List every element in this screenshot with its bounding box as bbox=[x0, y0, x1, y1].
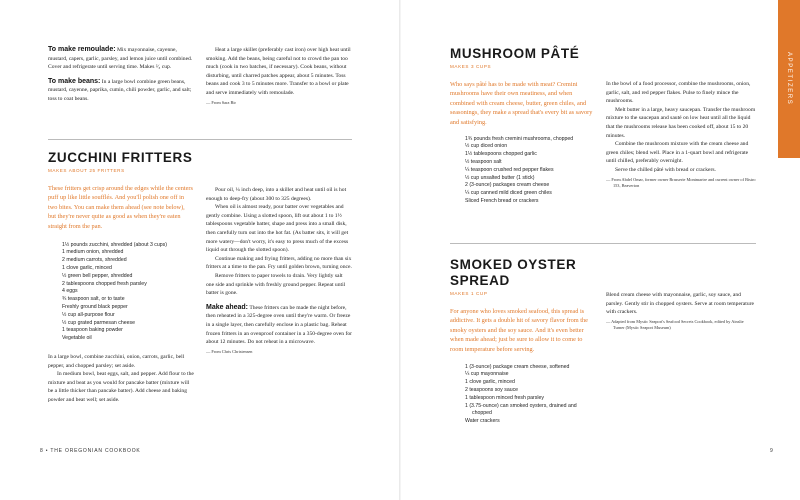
section-tab bbox=[778, 0, 800, 158]
zucchini-step: Continue making and frying fritters, adding no more than six fritters at a time to the pan. Fry until golden brown, turning once. bbox=[206, 255, 352, 271]
beans-runin: To make beans: bbox=[48, 77, 101, 85]
ingredient-item: Vegetable oil bbox=[62, 335, 92, 342]
pate-credit: — From Abdel Omar, former owner Brasserie Montmartre and current owner of Bistro 153, Beaverton bbox=[606, 176, 756, 188]
make-ahead-runin: Make ahead: bbox=[206, 303, 249, 311]
ingredient-item: ¼ cup canned mild diced green chiles bbox=[465, 190, 552, 197]
page-gutter bbox=[399, 0, 401, 500]
ingredient-item: 1 medium onion, shredded bbox=[62, 249, 124, 256]
remoulade-runin: To make remoulade: bbox=[48, 46, 116, 53]
ingredient-item: 1 (3.75-ounce) can smoked oysters, drained and chopped bbox=[465, 402, 577, 417]
pate-step: Combine the mushroom mixture with the cream cheese and green chiles; blend well. Place in a 1-quart bowl and refrigerate until chilled, preferably overnight. bbox=[606, 141, 749, 165]
oyster-title: SMOKED OYSTER SPREAD bbox=[450, 257, 577, 288]
ingredient-item: 1 tablespoon minced fresh parsley bbox=[465, 394, 545, 401]
zucchini-yield: MAKES ABOUT 25 FRITTERS bbox=[48, 168, 125, 173]
ingredient-item: ¾ teaspoon salt, or to taste bbox=[62, 296, 125, 303]
ingredient-item: 1¾ pounds fresh cremini mushrooms, chopped bbox=[465, 135, 574, 142]
ingredient-item: 1 clove garlic, minced bbox=[465, 379, 515, 386]
pate-step: Serve the chilled pâté with bread or crackers. bbox=[615, 166, 716, 173]
ingredient-item: ½ cup all-purpose flour bbox=[62, 311, 115, 318]
ingredient-item: ¼ teaspoon crushed red pepper flakes bbox=[465, 166, 554, 173]
zucchini-step: Remove fritters to paper towels to drain. Very lightly salt one side and sprinkle with freshly ground pepper. Repeat until batter is gone. bbox=[206, 272, 346, 297]
ingredient-item: 4 eggs bbox=[62, 288, 78, 295]
left-page-footer: 8 • THE OREGONIAN COOKBOOK bbox=[40, 448, 141, 454]
zucchini-step: When oil is almost ready, pour batter over vegetables and gently combine. Using a slotted spoon, lift out about 1 to 1½ tablespoons vegetable batter, shape and press into a small disk, then carefully turn out into the hot fat. (As batter sits, it will get more watery—don't worry, it's easy to press much of the excess liquid out through the slotted spoon). bbox=[206, 204, 349, 254]
pate-column-1 bbox=[450, 46, 597, 206]
ingredient-item: 1½ tablespoons chopped garlic bbox=[465, 151, 537, 158]
zucchini-step: In medium bowl, beat eggs, salt, and pepper. Add flour to the mixture and beat as you would for pancake batter (mixture will be a little thicker than pancake batter). Add cheese and baking powder and beat well; set aside. bbox=[48, 371, 194, 403]
oyster-column-1 bbox=[450, 257, 597, 426]
ingredient-item: 1 clove garlic, minced bbox=[62, 264, 112, 271]
oyster-credit: — Adapted from Mystic Seaport's Seafood Secrets Cookbook, edited by Ainslie Turner (Mystic Seaport Museum) bbox=[606, 318, 744, 331]
pate-title: MUSHROOM PÂTÉ bbox=[450, 46, 580, 61]
remoulade-paragraph bbox=[48, 46, 194, 72]
zucchini-column-1 bbox=[48, 150, 194, 404]
ingredient-item: 1 (3-ounce) package cream cheese, softened bbox=[465, 363, 570, 370]
ingredient-item: Water crackers bbox=[465, 418, 500, 425]
recipe-divider-left bbox=[48, 139, 352, 140]
ingredient-item: 1½ pounds zucchini, shredded (about 3 cups) bbox=[62, 241, 167, 248]
beans-paragraph bbox=[48, 78, 194, 104]
recipe-divider-right bbox=[450, 243, 756, 244]
zucchini-title: ZUCCHINI FRITTERS bbox=[48, 150, 193, 165]
pate-yield: MAKES 3 CUPS bbox=[450, 64, 492, 69]
oyster-column-2 bbox=[606, 291, 756, 332]
pate-step: In the bowl of a food processor, combine the mushrooms, onion, garlic, salt, and red pepper flakes. Pulse to finely mince the mushrooms. bbox=[606, 81, 751, 105]
ingredient-item: ½ teaspoon salt bbox=[465, 158, 502, 165]
ingredient-item: 2 (3-ounce) packages cream cheese bbox=[465, 182, 550, 189]
pate-step: Melt butter in a large, heavy saucepan. Transfer the mushroom mixture to the saucepan and sauté on low heat until all the liquid that the mushrooms release has been cooked off, about 15 to 20 minutes. bbox=[606, 106, 756, 139]
oyster-step: Blend cream cheese with mayonnaise, garlic, soy sauce, and parsley. Gently stir in chopped oysters. Serve at room temperature with crackers. bbox=[606, 292, 754, 316]
remoulade-text: Mix mayonnaise, cayenne, mustard, capers, garlic, parsley, and lemon juice until combined. Cover and refrigerate until serving time. Makes ²⁄₃ cup. bbox=[48, 47, 193, 71]
ingredient-item: 2 teaspoons soy sauce bbox=[465, 386, 519, 393]
ingredient-item: Freshly ground black pepper bbox=[62, 303, 128, 310]
oyster-intro: For anyone who loves smoked seafood, this spread is addictive. It gets a double hit of savory flavor from the smoky oysters and the soy sauce. And it's even better when made ahead; just be sure to allow it to come to room temperature before serving. bbox=[450, 307, 588, 353]
make-ahead-text: These fritters can be made the night before, then reheated in a 325-degree oven until they're warm. Or freeze in a single layer, then carefully enclose in a plastic bag. Reheat frozen fritters in an ovenproof container in a 350-degree oven for about 12 minutes. Do not reheat in a microwave. bbox=[206, 304, 352, 346]
ingredient-item: ½ cup unsalted butter (1 stick) bbox=[465, 174, 535, 181]
pate-ingredients bbox=[465, 136, 597, 206]
pate-column-2 bbox=[606, 80, 756, 189]
make-ahead-paragraph bbox=[206, 304, 352, 347]
zucchini-column-2 bbox=[206, 186, 352, 355]
section-tab-text: APPETIZERS bbox=[786, 52, 792, 106]
pate-intro: Who says pâté has to be made with meat? Cremini mushrooms have their own meatiness, and when combined with cream cheese, butter, green chiles, and seasonings, they make a spread that's every bit as savory and satisfying. bbox=[450, 80, 593, 126]
zucchini-credit: — From Chris Christensen bbox=[206, 348, 253, 354]
ingredient-item: 1 teaspoon baking powder bbox=[62, 327, 123, 334]
section-tab-label bbox=[778, 0, 800, 158]
remoulade-block bbox=[48, 46, 194, 104]
right-page-footer: 9 bbox=[770, 448, 774, 454]
zucchini-intro: These fritters get crisp around the edges while the centers puff up like little soufflés. And you'll polish one off in two bites. You can make them ahead (see note below), but they're never quite as good as when they're eaten straight from the pan. bbox=[48, 184, 193, 230]
beans-continued-block bbox=[206, 46, 352, 106]
ingredient-item: ½ cup diced onion bbox=[465, 143, 508, 150]
zucchini-ingredients bbox=[62, 242, 194, 343]
ingredient-item: 2 medium carrots, shredded bbox=[62, 257, 127, 264]
beans-text: In a large bowl combine green beans, mustard, cayenne, paprika, cumin, chili powder, garlic, and salt; toss to coat beans. bbox=[48, 78, 192, 102]
oyster-yield: MAKES 1 CUP bbox=[450, 291, 488, 296]
beans-step: Heat a large skillet (preferably cast iron) over high heat until smoking. Add the beans, being careful not to crowd the pan too much (cook in two batches, if necessary). Cook beans, without disturbing, until charred patches appear, about 5 minutes. Toss beans and cook 3 to 5 minutes more. Transfer to a bowl or plate and serve immediately with remoulade. bbox=[206, 47, 351, 96]
oyster-ingredients bbox=[465, 364, 597, 426]
ingredient-item: ¼ cup mayonnaise bbox=[465, 371, 509, 378]
zucchini-step: In a large bowl, combine zucchini, onion, carrots, garlic, bell pepper, and chopped parsley; set aside. bbox=[48, 353, 185, 369]
ingredient-item: Sliced French bread or crackers bbox=[465, 197, 539, 204]
ingredient-item: 2 tablespoons chopped fresh parsley bbox=[62, 280, 147, 287]
zucchini-step: Pour oil, ¼ inch deep, into a skillet and heat until oil is hot enough to deep-fry (about 300 to 325 degrees). bbox=[206, 187, 347, 202]
ingredient-item: ½ cup grated parmesan cheese bbox=[62, 319, 135, 326]
beans-credit: — From Sara Bir bbox=[206, 99, 236, 105]
ingredient-item: ½ green bell pepper, shredded bbox=[62, 272, 133, 279]
